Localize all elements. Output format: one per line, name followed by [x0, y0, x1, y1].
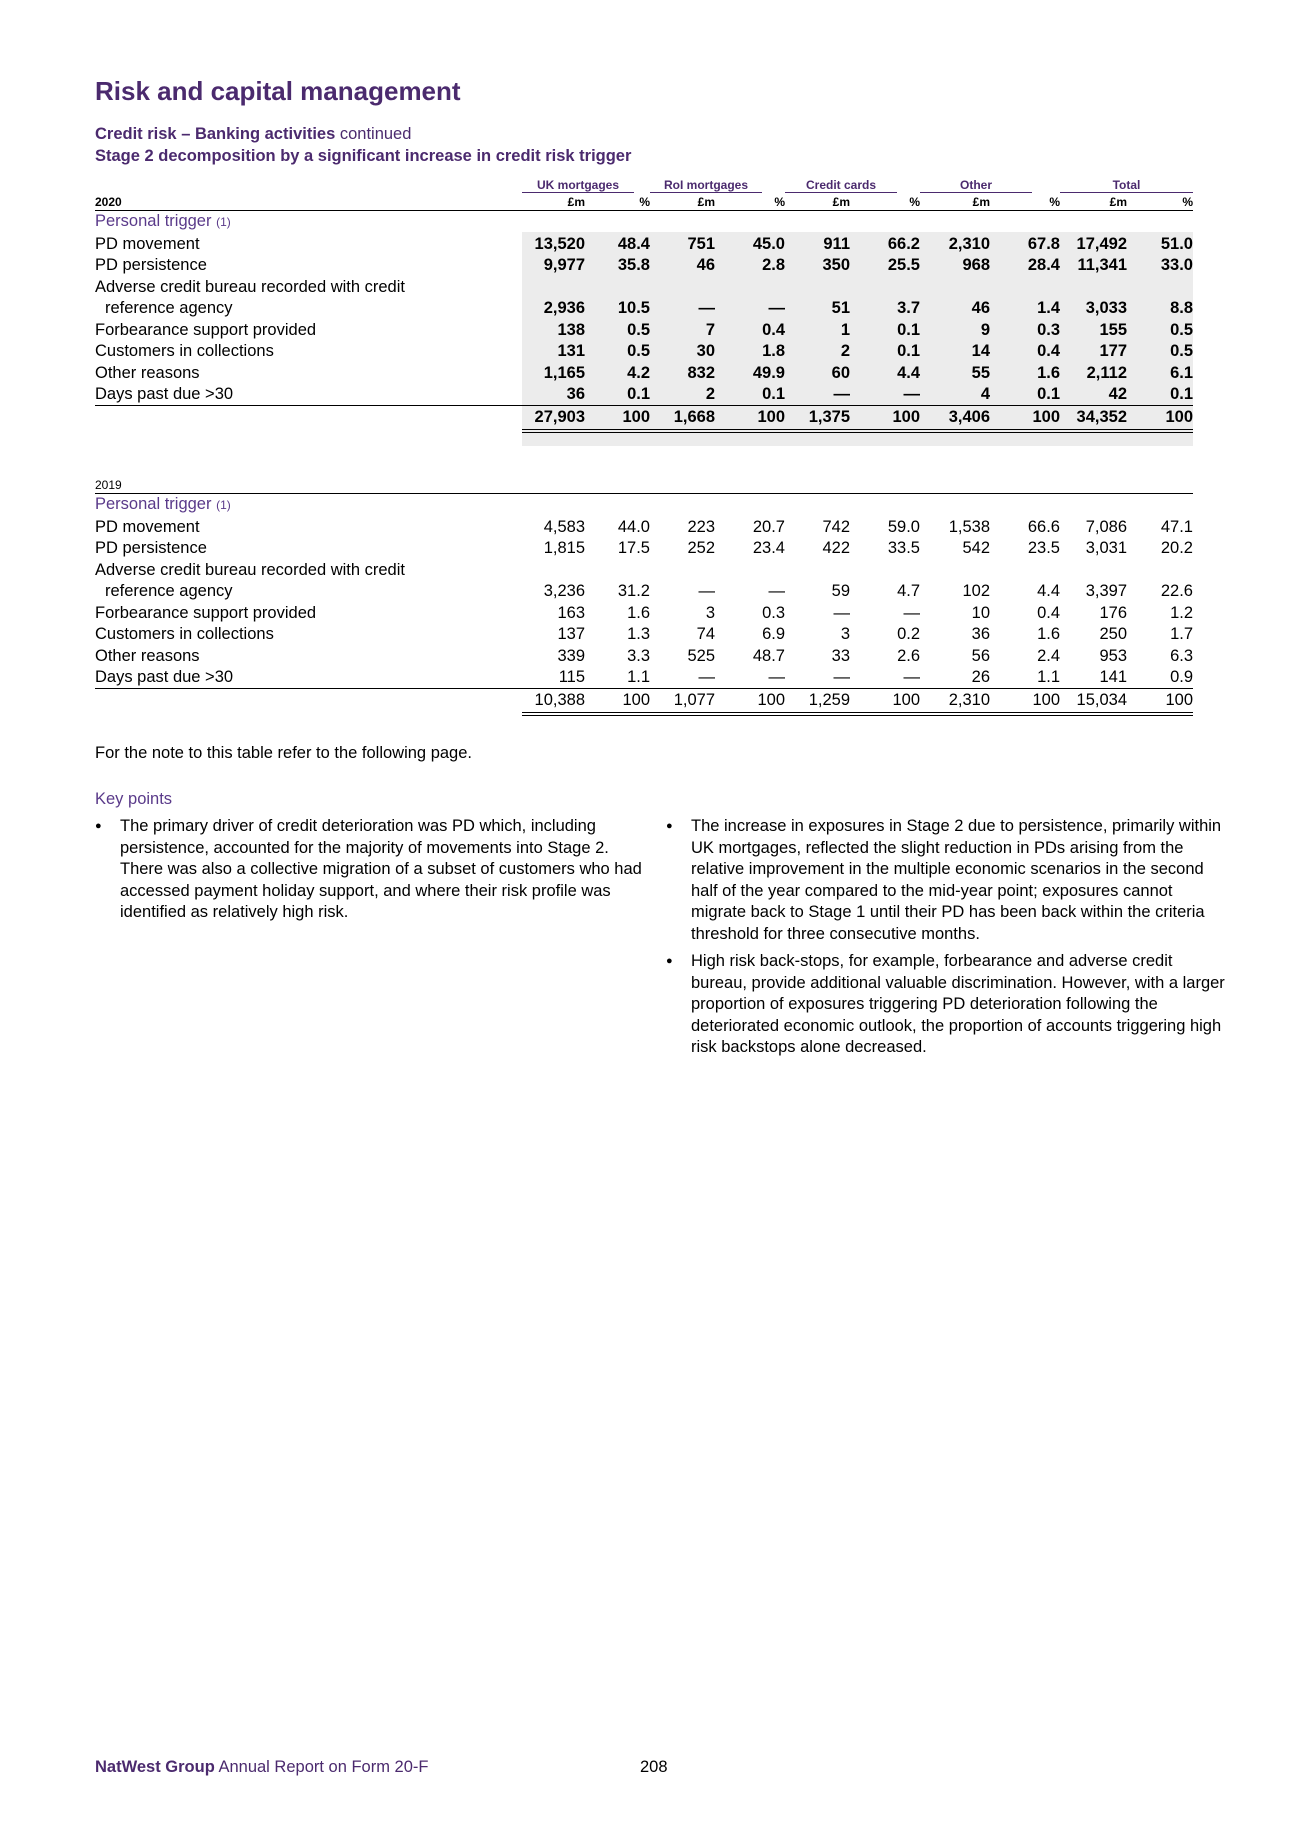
table-cell: —: [833, 668, 850, 686]
table-cell: 131: [557, 342, 585, 360]
table-cell: 28.4: [1027, 256, 1060, 274]
table-cell: 0.5: [1170, 342, 1193, 360]
table-cell: 953: [1099, 646, 1127, 665]
table-cell: 0.2: [897, 625, 920, 643]
unit-header: %: [1049, 195, 1060, 209]
table-cell: 22.6: [1160, 582, 1193, 600]
table-cell: 66.6: [1027, 517, 1060, 536]
table-cell: 10.5: [617, 299, 650, 317]
table-cell: 742: [822, 517, 850, 536]
total-double-rule: [522, 712, 1193, 713]
total-cell: 100: [622, 690, 650, 709]
table-cell: 141: [1099, 668, 1127, 686]
table-cell: —: [768, 668, 785, 686]
column-group-header: Credit cards: [785, 178, 897, 193]
table-cell: 17,492: [1076, 234, 1127, 253]
row-label: Days past due >30: [95, 668, 234, 686]
table-cell: 1.1: [627, 668, 650, 686]
total-cell: 100: [892, 407, 920, 426]
row-label: Other reasons: [95, 363, 200, 382]
table-cell: 4.2: [627, 363, 650, 382]
table-cell: 4.4: [1037, 582, 1060, 600]
table-cell: 155: [1099, 320, 1127, 339]
table-cell: 48.4: [617, 234, 650, 253]
table-cell: 1.7: [1170, 625, 1193, 643]
table-cell: 6.9: [762, 625, 785, 643]
row-label: Adverse credit bureau recorded with credit: [95, 560, 405, 579]
table-cell: 542: [962, 539, 990, 557]
footer-brand: NatWest Group: [95, 1758, 215, 1776]
column-group-header: RoI mortgages: [650, 178, 762, 193]
table-row: [95, 363, 1193, 384]
table-cell: 44.0: [617, 517, 650, 536]
row-label: Customers in collections: [95, 625, 274, 643]
total-cell: 100: [1032, 407, 1060, 426]
row-label: PD persistence: [95, 539, 207, 557]
table-cell: 3,031: [1085, 539, 1127, 557]
header-rule: [95, 493, 1193, 494]
section-name: Personal trigger: [95, 495, 212, 513]
total-double-rule: [522, 429, 1193, 430]
table-cell: 911: [823, 234, 850, 253]
table-cell: 422: [822, 539, 850, 557]
table-cell: 1.2: [1170, 603, 1193, 622]
table-row: [95, 384, 1193, 405]
total-cell: 1,375: [808, 407, 850, 426]
table-row: [95, 624, 1193, 645]
table-cell: 59: [831, 582, 850, 600]
total-cell: 10,388: [534, 690, 585, 709]
table-cell: 2,936: [543, 299, 585, 317]
table-cell: 2.8: [762, 256, 785, 274]
table-cell: 74: [696, 625, 715, 643]
table-cell: 0.5: [627, 320, 650, 339]
total-cell: 1,077: [673, 690, 715, 709]
table-cell: 0.3: [762, 603, 785, 622]
header-rule: [95, 210, 1193, 211]
table-cell: 8.8: [1170, 299, 1193, 317]
table-cell: 525: [687, 646, 715, 665]
table-cell: 4.4: [897, 363, 920, 382]
key-points-right-column: [666, 816, 1231, 1065]
section-label: [95, 495, 231, 514]
table-cell: 51: [831, 299, 850, 317]
table-cell: 42: [1108, 385, 1127, 403]
table-cell: 1.6: [1037, 363, 1060, 382]
table-cell: 9,977: [543, 256, 585, 274]
table-cell: 3.3: [627, 646, 650, 665]
key-point: [666, 816, 1231, 945]
table-cell: —: [768, 299, 785, 317]
table-cell: 55: [971, 363, 990, 382]
total-cell: 15,034: [1076, 690, 1127, 709]
table-row: [95, 341, 1193, 362]
unit-header: £m: [832, 195, 850, 209]
table-cell: 250: [1099, 625, 1127, 643]
total-cell: 27,903: [534, 407, 585, 426]
table-cell: 11,341: [1077, 256, 1127, 274]
row-label: PD movement: [95, 234, 200, 253]
table-cell: —: [698, 299, 715, 317]
table-cell: 67.8: [1027, 234, 1060, 253]
table-cell: 0.9: [1170, 668, 1193, 686]
total-cell: 34,352: [1076, 407, 1127, 426]
table-row: [95, 234, 1193, 255]
table-cell: 751: [687, 234, 715, 253]
table-cell: 832: [687, 363, 715, 382]
table-cell: 1.8: [762, 342, 785, 360]
table-cell: 137: [557, 625, 585, 643]
table-cell: 33.0: [1160, 256, 1193, 274]
row-label: reference agency: [105, 582, 233, 600]
key-points-heading: Key points: [95, 790, 173, 808]
table-cell: —: [833, 385, 850, 403]
table-cell: 2,112: [1086, 363, 1127, 382]
table-cell: 138: [557, 320, 585, 339]
unit-header: %: [774, 195, 785, 209]
table-cell: 36: [971, 625, 990, 643]
row-label: Customers in collections: [95, 342, 274, 360]
table-cell: —: [698, 582, 715, 600]
bullet-icon: ●: [666, 820, 673, 832]
table-cell: 223: [687, 517, 715, 536]
footer-report: Annual Report on Form 20-F: [214, 1758, 429, 1776]
key-point-text: The primary driver of credit deterioration was PD which, including persistence, accounted for the majority of movements into Stage 2. There was also a collective migration of a subset of customers who had accessed payment holiday support, and where their risk profile was identified as relatively high risk.: [120, 817, 642, 921]
subtitle-continued: continued: [335, 125, 412, 143]
bullet-icon: ●: [95, 820, 102, 832]
table-cell: 1: [840, 320, 850, 339]
table-cell: 66.2: [887, 234, 920, 253]
table-row: [95, 538, 1193, 559]
total-cell: 100: [757, 690, 785, 709]
table-cell: 25.5: [887, 256, 920, 274]
total-cell: 100: [1165, 407, 1193, 426]
total-cell: 1,259: [808, 690, 850, 709]
table-row: [95, 581, 1193, 602]
section-name: Personal trigger: [95, 212, 212, 230]
unit-header: £m: [567, 195, 585, 209]
table-2020: [95, 178, 1193, 433]
page-number: 208: [640, 1758, 668, 1776]
table-cell: 176: [1099, 603, 1127, 622]
total-cell: 100: [1165, 690, 1193, 709]
table-cell: 0.1: [1037, 385, 1060, 403]
table-cell: 0.1: [1170, 385, 1193, 403]
table-cell: 3.7: [897, 299, 920, 317]
table-cell: —: [768, 582, 785, 600]
table-cell: 0.1: [897, 320, 920, 339]
table-cell: 7: [705, 320, 715, 339]
footer-report-name: [95, 1758, 428, 1777]
year-label: 2020: [95, 195, 122, 209]
table-cell: 0.3: [1037, 320, 1060, 339]
unit-header: %: [1182, 195, 1193, 209]
total-cell: 100: [1032, 690, 1060, 709]
row-label: Other reasons: [95, 646, 200, 665]
table-cell: 2: [840, 342, 850, 360]
table-cell: 163: [557, 603, 585, 622]
table-cell: 56: [971, 646, 990, 665]
total-row: [95, 690, 1193, 711]
unit-header: £m: [972, 195, 990, 209]
table-cell: —: [833, 603, 850, 622]
table-cell: 0.5: [1170, 320, 1193, 339]
table-cell: 13,520: [534, 234, 585, 253]
table-cell: 4,583: [543, 517, 585, 536]
table-cell: 3: [705, 603, 715, 622]
row-label: reference agency: [105, 299, 233, 317]
table-cell: 3,236: [543, 582, 585, 600]
total-cell: 100: [757, 407, 785, 426]
table-cell: 1.6: [627, 603, 650, 622]
table-2019: [95, 478, 1193, 714]
row-label: Forbearance support provided: [95, 603, 317, 622]
total-row: [95, 407, 1193, 428]
table-cell: 3: [840, 625, 850, 643]
page-title: Risk and capital management: [95, 76, 461, 106]
table-row-label-line: [95, 560, 1193, 581]
total-cell: 1,668: [673, 407, 715, 426]
table-cell: 17.5: [617, 539, 650, 557]
table-cell: 49.9: [752, 363, 785, 382]
table-cell: 0.1: [762, 385, 785, 403]
table-cell: 6.1: [1170, 363, 1193, 382]
unit-header: %: [639, 195, 650, 209]
total-cell: 100: [892, 690, 920, 709]
table-cell: 47.1: [1160, 517, 1193, 536]
table-cell: —: [903, 603, 920, 622]
table-cell: 339: [557, 646, 585, 665]
column-group-header: Other: [920, 178, 1032, 193]
section-subtitle: [95, 125, 411, 144]
table-cell: 51.0: [1160, 234, 1193, 253]
table-cell: 48.7: [752, 646, 785, 665]
column-group-header: UK mortgages: [522, 178, 634, 193]
row-label: Days past due >30: [95, 385, 234, 403]
key-points-left-column: [95, 816, 655, 930]
total-cell: 2,310: [948, 690, 990, 709]
table-cell: 31.2: [617, 582, 650, 600]
total-cell: 3,406: [948, 407, 990, 426]
total-double-rule: [522, 715, 1193, 716]
table-cell: —: [903, 385, 920, 403]
table-row: [95, 646, 1193, 667]
table-row: [95, 667, 1193, 688]
key-point: [666, 951, 1231, 1059]
table-cell: 23.4: [752, 539, 785, 557]
table-row: [95, 320, 1193, 341]
table-cell: 60: [831, 363, 850, 382]
section-footnote-ref: (1): [216, 215, 231, 229]
unit-header: %: [909, 195, 920, 209]
row-label: Forbearance support provided: [95, 320, 317, 339]
subtitle-bold: Credit risk – Banking activities: [95, 125, 336, 143]
total-cell: 100: [622, 407, 650, 426]
table-cell: 102: [962, 582, 990, 600]
table-cell: 1.3: [627, 625, 650, 643]
table-cell: 20.2: [1160, 539, 1193, 557]
table-cell: 3,033: [1085, 299, 1127, 317]
table-cell: 0.4: [1037, 603, 1060, 622]
table-cell: 46: [971, 299, 990, 317]
table-cell: 35.8: [617, 256, 650, 274]
year-label: 2019: [95, 478, 122, 492]
key-point-text: High risk back-stops, for example, forbearance and adverse credit bureau, provide additional valuable discrimination. However, with a larger proportion of exposures triggering PD deterioration following the deteriorated economic outlook, the proportion of accounts triggering high risk backstops alone decreased.: [691, 952, 1225, 1056]
table-cell: 14: [971, 342, 990, 360]
table-cell: 1,165: [543, 363, 585, 382]
table-cell: 2: [705, 385, 715, 403]
table-note: For the note to this table refer to the following page.: [95, 744, 472, 762]
table-row: [95, 255, 1193, 276]
table-cell: 0.4: [762, 320, 785, 339]
table-cell: 3,397: [1085, 582, 1127, 600]
table-row-label-line: [95, 277, 1193, 298]
section-footnote-ref: (1): [216, 498, 231, 512]
table-cell: 10: [971, 603, 990, 622]
table-cell: 2.6: [897, 646, 920, 665]
total-double-rule: [522, 432, 1193, 433]
table-cell: 1.4: [1037, 299, 1060, 317]
table-cell: 9: [980, 320, 990, 339]
table-cell: 36: [566, 385, 585, 403]
table-row: [95, 517, 1193, 538]
table-cell: 2,310: [948, 234, 990, 253]
unit-header: £m: [1109, 195, 1127, 209]
table-cell: 1.6: [1037, 625, 1060, 643]
table-cell: 30: [696, 342, 715, 360]
table-cell: 20.7: [752, 517, 785, 536]
key-point: [95, 816, 655, 924]
table-cell: 0.1: [627, 385, 650, 403]
table-cell: 252: [687, 539, 715, 557]
table-cell: 350: [822, 256, 850, 274]
table-cell: 1,538: [948, 517, 990, 536]
table-cell: 59.0: [887, 517, 920, 536]
table-cell: 968: [962, 256, 990, 274]
table-cell: 115: [558, 668, 585, 686]
table-cell: 33.5: [887, 539, 920, 557]
table-cell: 45.0: [752, 234, 785, 253]
bullet-icon: ●: [666, 955, 673, 967]
table-cell: 2.4: [1037, 646, 1060, 665]
table-cell: 4: [980, 385, 990, 403]
table-cell: 1,815: [543, 539, 585, 557]
table-cell: 0.1: [897, 342, 920, 360]
unit-header: £m: [697, 195, 715, 209]
table-cell: 1.1: [1037, 668, 1060, 686]
table-row: [95, 603, 1193, 624]
table-cell: 6.3: [1170, 646, 1193, 665]
column-group-header: Total: [1060, 178, 1193, 193]
table-cell: 23.5: [1027, 539, 1060, 557]
table-cell: 46: [696, 256, 715, 274]
row-label: PD movement: [95, 517, 200, 536]
key-point-text: The increase in exposures in Stage 2 due to persistence, primarily within UK mortgages, reflected the slight reduction in PDs arising from the relative improvement in the multiple economic scenarios in the second half of the year compared to the mid-year point; exposures cannot migrate back to Stage 1 until their PD has been back within the criteria threshold for three consecutive months.: [691, 817, 1222, 943]
section-label: [95, 212, 231, 231]
table-cell: 4.7: [897, 582, 920, 600]
table-cell: 0.4: [1037, 342, 1060, 360]
table-cell: 7,086: [1085, 517, 1127, 536]
table-title: Stage 2 decomposition by a significant increase in credit risk trigger: [95, 147, 632, 165]
row-label: PD persistence: [95, 256, 207, 274]
table-cell: 33: [831, 646, 850, 665]
table-cell: 177: [1099, 342, 1127, 360]
table-cell: —: [903, 668, 920, 686]
table-cell: 26: [971, 668, 990, 686]
table-cell: —: [698, 668, 715, 686]
row-label: Adverse credit bureau recorded with credit: [95, 277, 405, 296]
table-cell: 0.5: [627, 342, 650, 360]
table-row: [95, 298, 1193, 319]
